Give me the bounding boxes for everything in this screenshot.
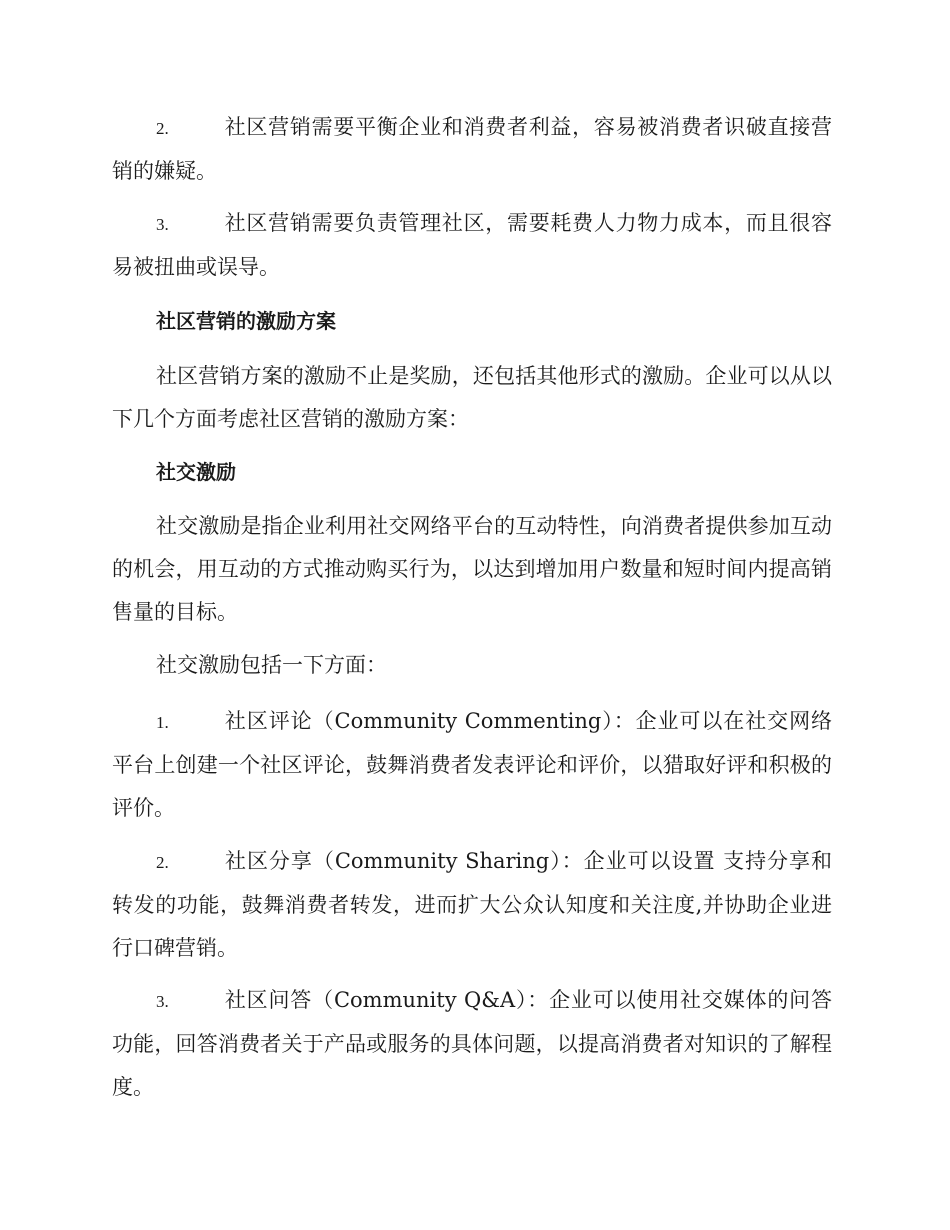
list-item	[112, 700, 832, 830]
list-item	[112, 840, 832, 970]
list-item	[112, 979, 832, 1109]
list-number: 2.	[156, 119, 169, 138]
list-number: 1.	[156, 713, 169, 732]
paragraph: 社交激励包括一下方面：	[156, 653, 387, 677]
list-item-text: 社区分享（Community Sharing）：企业可以设置 支持分享和转发的功能，鼓舞消费者转发，进而扩大公众认知度和关注度,并协助企业进行口碑营销。	[112, 849, 832, 960]
subsection-heading: 社交激励	[156, 460, 236, 484]
paragraph: 社交激励是指企业利用社交网络平台的互动特性，向消费者提供参加互动的机会，用互动的方式推动购买行为，以达到增加用户数量和短时间内提高销售量的目标。	[112, 514, 832, 624]
paragraph: 社区营销方案的激励不止是奖励，还包括其他形式的激励。企业可以从以下几个方面考虑社区营销的激励方案：	[112, 364, 832, 431]
list-number: 3.	[156, 992, 169, 1011]
list-number: 3.	[156, 215, 169, 234]
list-item-text: 社区评论（Community Commenting）：企业可以在社交网络平台上创建一个社区评论，鼓舞消费者发表评论和评价，以猎取好评和积极的评价。	[112, 709, 832, 820]
list-number: 2.	[156, 853, 169, 872]
list-item	[112, 106, 832, 193]
list-item-text: 社区营销需要负责管理社区，需要耗费人力物力成本，而且很容易被扭曲或误导。	[112, 211, 832, 279]
list-item-text: 社区营销需要平衡企业和消费者利益，容易被消费者识破直接营销的嫌疑。	[112, 115, 832, 183]
list-item-text: 社区问答（Community Q&A）：企业可以使用社交媒体的问答功能，回答消费者关于产品或服务的具体问题，以提高消费者对知识的了解程度。	[112, 988, 832, 1099]
section-heading: 社区营销的激励方案	[156, 309, 336, 333]
list-item	[112, 202, 832, 289]
